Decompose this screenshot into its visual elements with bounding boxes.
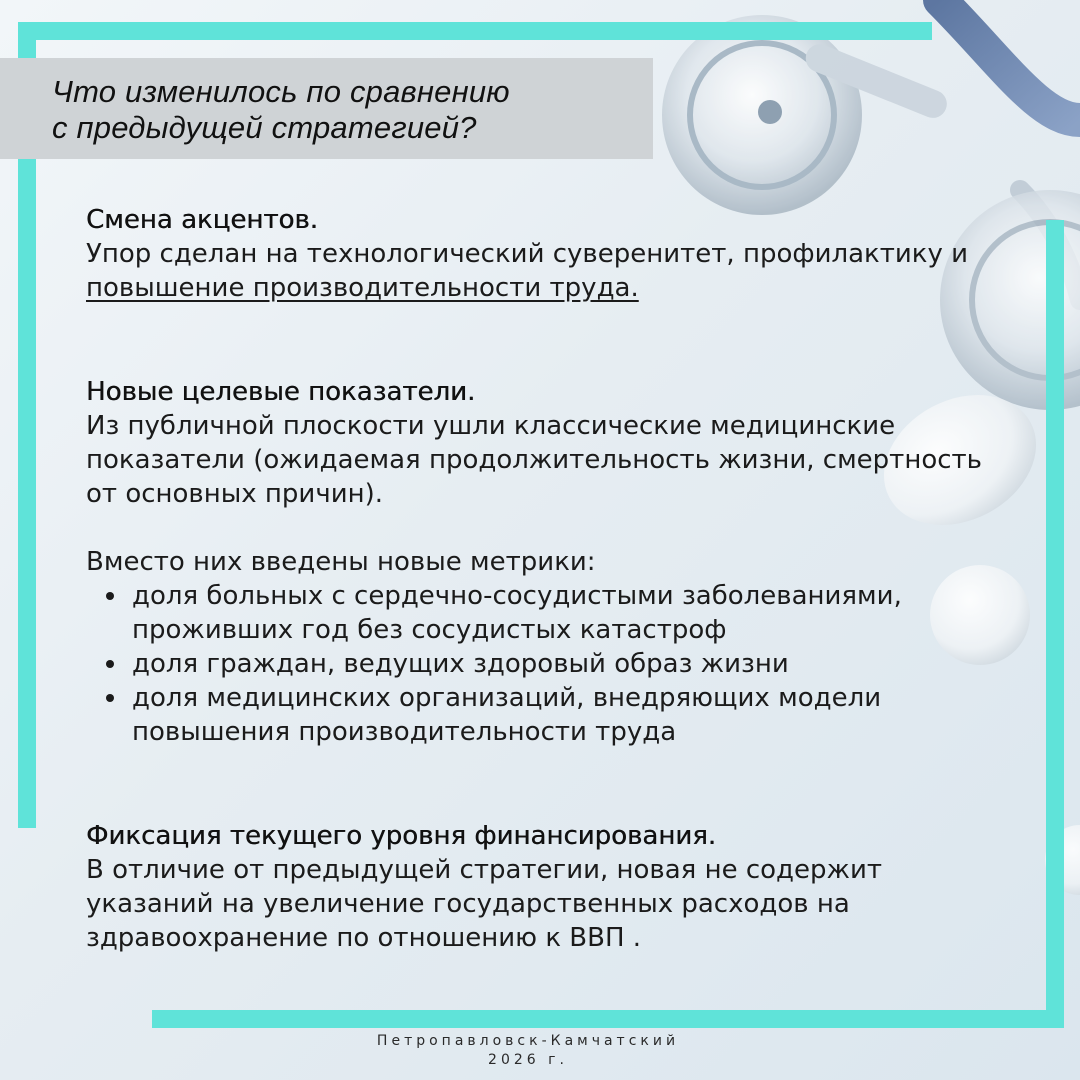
page-title [52, 74, 510, 146]
list-item: доля медицинских организаций, внедряющих модели повышения производительности труда [132, 681, 932, 749]
title-box [0, 58, 653, 159]
page-title-line-1: Что изменилось по сравнению [52, 74, 510, 109]
frame-right-bar [1046, 220, 1064, 1028]
section-text [86, 237, 968, 305]
section-new-targets [86, 375, 1001, 749]
metrics-intro: Вместо них введены новые метрики: [86, 547, 596, 577]
list-item: доля больных с сердечно-сосудистыми заболеваниями, проживших год без сосудистых катастроф [132, 579, 952, 647]
footer-city: Петропавловск-Камчатский [376, 1033, 680, 1049]
section-text: В отличие от предыдущей стратегии, новая не содержит указаний на увеличение государственных расходов на здравоохранение по отношению к ВВП . [86, 855, 882, 953]
footer-year: 2026 г. [488, 1052, 568, 1068]
section-heading: Фиксация текущего уровня финансирования. [86, 821, 717, 851]
section-financing [86, 819, 886, 955]
section-text: Из публичной плоскости ушли классические медицинские показатели (ожидаемая продолжительность жизни, смертность от основных причин). [86, 411, 982, 509]
section-text-underlined: повышение производительности труда. [86, 273, 639, 303]
frame-top-bar [18, 22, 932, 40]
section-accents [86, 203, 968, 305]
list-item: доля граждан, ведущих здоровый образ жизни [132, 647, 1001, 681]
section-heading: Смена акцентов. [86, 205, 318, 235]
section-heading: Новые целевые показатели. [86, 377, 476, 407]
metrics-list [86, 579, 1001, 749]
frame-bottom-bar [152, 1010, 1064, 1028]
section-text-plain: Упор сделан на технологический суверенитет, профилактику и [86, 239, 969, 269]
footer [0, 1032, 1056, 1070]
page-title-line-2: с предыдущей стратегией? [52, 110, 477, 145]
